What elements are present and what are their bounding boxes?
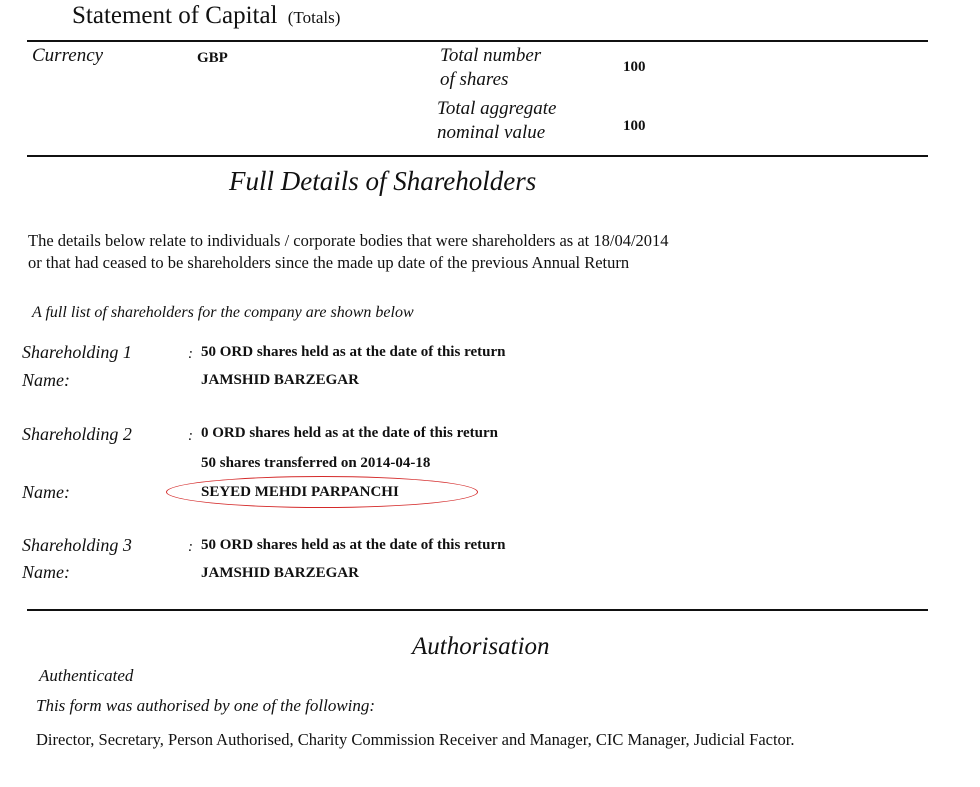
shareholding-2-colon: :: [188, 428, 193, 444]
total-nominal-value: 100: [623, 118, 646, 134]
shareholders-intro-line1: The details below relate to individuals / corporate bodies that were shareholders as at 18/04/2014: [28, 231, 669, 250]
shareholding-1-name: JAMSHID BARZEGAR: [201, 372, 359, 388]
total-nominal-label-line2: nominal value: [437, 122, 546, 143]
shareholding-2-name-label: Name:: [22, 482, 70, 502]
shareholding-3-shares: 50 ORD shares held as at the date of this return: [201, 537, 506, 553]
shareholding-2-name: SEYED MEHDI PARPANCHI: [201, 484, 399, 500]
shareholding-2-transfer: 50 shares transferred on 2014-04-18: [201, 455, 431, 471]
shareholders-list-note: A full list of shareholders for the company are shown below: [32, 304, 414, 321]
shareholders-title: Full Details of Shareholders: [229, 166, 537, 196]
shareholding-1-name-label: Name:: [22, 370, 70, 390]
shareholding-3-name-label: Name:: [22, 562, 70, 582]
shareholding-3-colon: :: [188, 539, 193, 555]
authorisation-note: This form was authorised by one of the following:: [36, 696, 376, 715]
shareholding-1-colon: :: [188, 346, 193, 362]
shareholding-3-label: Shareholding 3: [22, 535, 132, 555]
authorisation-top-rule: [27, 609, 928, 611]
total-shares-value: 100: [623, 59, 646, 75]
currency-label: Currency: [32, 45, 104, 66]
capital-title-text: Statement of Capital: [72, 2, 278, 29]
shareholding-3-name: JAMSHID BARZEGAR: [201, 565, 359, 581]
capital-bottom-rule: [27, 155, 928, 157]
capital-subtitle: (Totals): [287, 8, 341, 27]
shareholding-2-shares: 0 ORD shares held as at the date of this return: [201, 425, 498, 441]
authorisation-title: Authorisation: [412, 633, 550, 660]
shareholding-2-label: Shareholding 2: [22, 424, 132, 444]
authorisation-roles: Director, Secretary, Person Authorised, Charity Commission Receiver and Manager, CIC Manager, Judicial Factor.: [36, 730, 795, 749]
authorisation-status: Authenticated: [39, 666, 134, 685]
shareholding-1-shares: 50 ORD shares held as at the date of this return: [201, 344, 506, 360]
capital-title: [72, 2, 340, 30]
shareholding-1-label: Shareholding 1: [22, 342, 132, 362]
total-shares-label-line1: Total number: [440, 45, 542, 66]
shareholders-intro-line2: or that had ceased to be shareholders since the made up date of the previous Annual Return: [28, 253, 630, 272]
capital-top-rule: [27, 40, 928, 42]
total-shares-label-line2: of shares: [440, 69, 509, 90]
total-nominal-label-line1: Total aggregate: [437, 98, 557, 119]
currency-value: GBP: [197, 50, 228, 66]
